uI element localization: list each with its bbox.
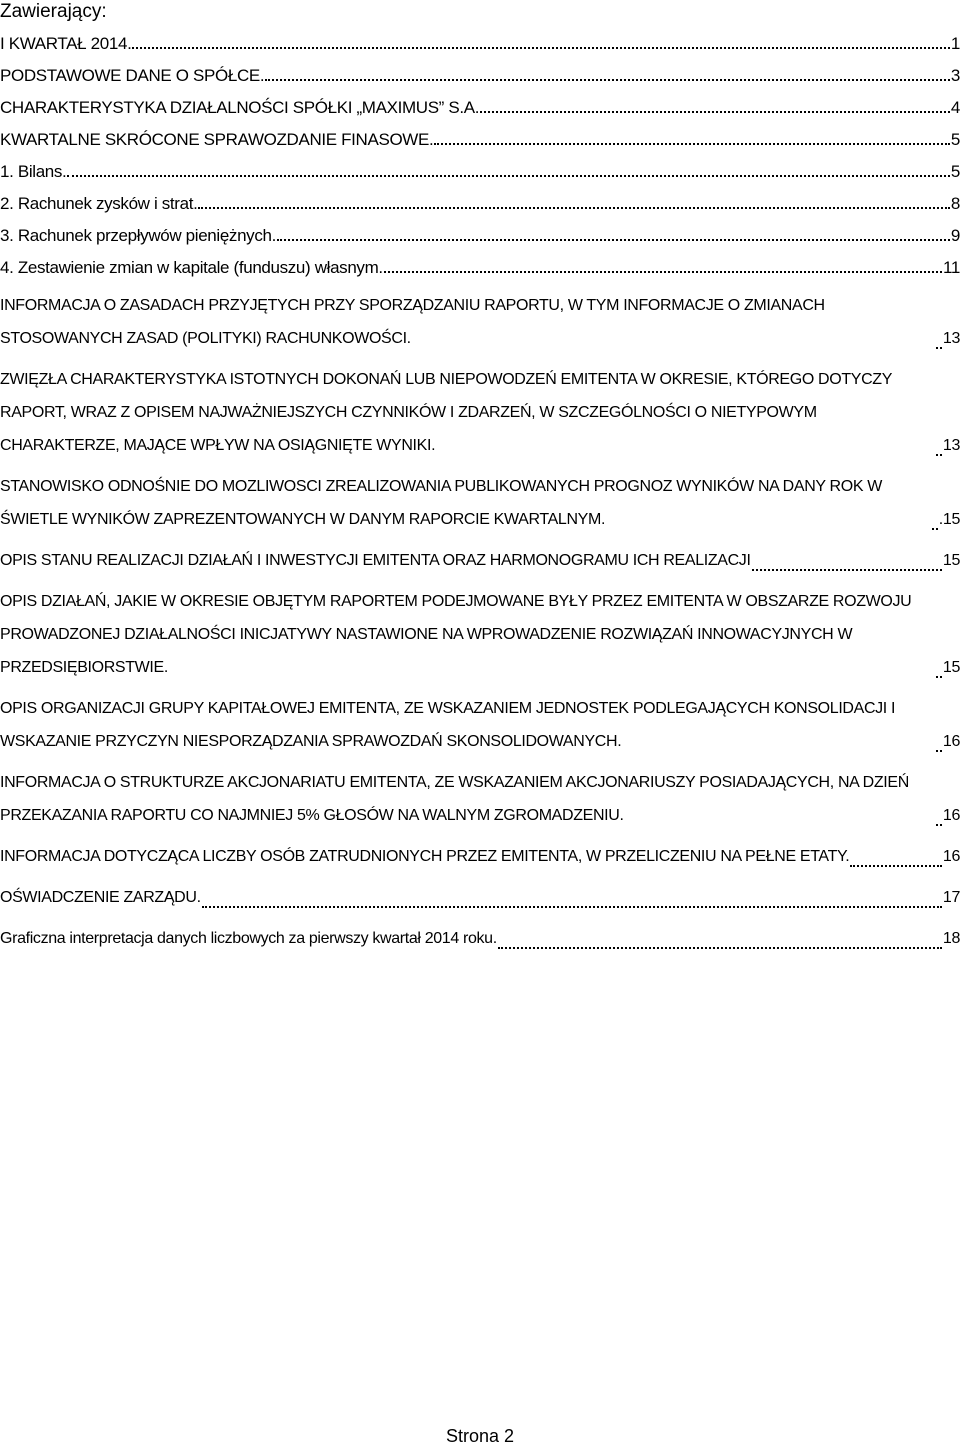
toc-entry[interactable] — [0, 363, 960, 462]
toc-entry[interactable] — [0, 881, 960, 914]
toc-entry-title: Graficzna interpretacja danych liczbowych za pierwszy kwartał 2014 roku. — [0, 930, 497, 947]
toc-entry-page: 5 — [950, 162, 960, 181]
toc-entry[interactable] — [0, 692, 960, 758]
toc-entry-page: 15 — [942, 659, 960, 676]
toc-entry[interactable] — [0, 97, 960, 119]
toc-entry-page: 16 — [942, 733, 960, 750]
dot-leader — [932, 528, 938, 530]
toc-entry[interactable] — [0, 225, 960, 247]
dot-leader — [132, 47, 949, 49]
toc-entry-page: 5 — [950, 130, 960, 149]
toc-entry[interactable] — [0, 129, 960, 151]
toc-entry[interactable] — [0, 161, 960, 183]
dot-leader — [480, 111, 950, 113]
toc-entry-page: 18 — [942, 930, 960, 947]
toc-entry[interactable] — [0, 257, 960, 279]
toc-entry[interactable] — [0, 193, 960, 215]
toc-entry-page: 13 — [942, 330, 960, 347]
toc-entry-page: 3 — [950, 66, 960, 85]
toc-heading: Zawierający: — [0, 1, 107, 22]
toc-entry-title: PODSTAWOWE DANE O SPÓŁCE. — [0, 66, 265, 85]
dot-leader — [936, 454, 942, 456]
toc-entry-page: 4 — [950, 98, 960, 117]
toc-entry-title: INFORMACJA O ZASADACH PRZYJĘTYCH PRZY SPORZĄDZANIU RAPORTU, W TYM INFORMACJE O ZMIANACH STOSOWANYCH ZASAD (POLITYKI) RACHUNKOWOŚCI. — [0, 297, 825, 347]
dot-leader — [265, 79, 950, 81]
toc-entry[interactable] — [0, 470, 960, 536]
toc-entry-page: 13 — [942, 437, 960, 454]
toc-entry-page: 15 — [942, 552, 960, 569]
toc-entry-title: ZWIĘZŁA CHARAKTERYSTYKA ISTOTNYCH DOKONAŃ LUB NIEPOWODZEŃ EMITENTA W OKRESIE, KTÓREGO DOTYCZY RAPORT, WRAZ Z OPISEM NAJWAŻNIEJSZYCH CZYNNIKÓW I ZDARZEŃ, W SZCZEGÓLNOŚCI O NIETYPOWYM CHARAKTERZE, MAJĄCE WPŁYW NA OSIĄGNIĘTE WYNIKI. — [0, 371, 892, 454]
toc-entry[interactable] — [0, 766, 960, 832]
toc-entry-title: 1. Bilans. — [0, 162, 67, 181]
toc-entry[interactable] — [0, 585, 960, 684]
toc-entry[interactable] — [0, 33, 960, 55]
dot-leader — [936, 750, 942, 752]
dot-leader — [202, 906, 942, 908]
dot-leader — [936, 347, 942, 349]
dot-leader — [277, 239, 950, 241]
dot-leader — [936, 824, 942, 826]
table-of-contents — [0, 33, 960, 963]
toc-entry-title: 3. Rachunek przepływów pieniężnych. — [0, 226, 276, 245]
toc-entry-title: OPIS STANU REALIZACJI DZIAŁAŃ I INWESTYCJI EMITENTA ORAZ HARMONOGRAMU ICH REALIZACJI — [0, 552, 751, 569]
page-footer: Strona 2 — [445, 1426, 515, 1446]
dot-leader — [936, 676, 942, 678]
toc-entry-title: INFORMACJA O STRUKTURZE AKCJONARIATU EMITENTA, ZE WSKAZANIEM AKCJONARIUSZY POSIADAJĄCYCH, NA DZIEŃ PRZEKAZANIA RAPORTU CO NAJMNIEJ 5% GŁOSÓW NA WALNYM ZGROMADZENIU. — [0, 774, 909, 824]
toc-entry-title: OŚWIADCZENIE ZARZĄDU. — [0, 889, 201, 906]
dot-leader — [752, 569, 942, 571]
toc-entry[interactable] — [0, 65, 960, 87]
toc-entry-title: KWARTALNE SKRÓCONE SPRAWOZDANIE FINASOWE. — [0, 130, 434, 149]
toc-entry-title: 2. Rachunek zysków i strat. — [0, 194, 198, 213]
toc-entry[interactable] — [0, 289, 960, 355]
toc-entry-title: OPIS ORGANIZACJI GRUPY KAPITAŁOWEJ EMITENTA, ZE WSKAZANIEM JEDNOSTEK PODLEGAJĄCYCH KONSOLIDACJI I WSKAZANIE PRZYCZYN NIESPORZĄDZANIA SPRAWOZDAŃ SKONSOLIDOWANYCH. — [0, 700, 896, 750]
dot-leader — [384, 271, 942, 273]
toc-entry-title: OPIS DZIAŁAŃ, JAKIE W OKRESIE OBJĘTYM RAPORTEM PODEJMOWANE BYŁY PRZEZ EMITENTA W OBSZARZE ROZWOJU PROWADZONEJ DZIAŁALNOŚCI INICJATYWY NASTAWIONE NA WPROWADZENIE ROZWIĄZAŃ INNOWACYJNYCH W PRZEDSIĘBIORSTWIE. — [0, 593, 912, 676]
dot-leader — [67, 175, 949, 177]
toc-entry[interactable] — [0, 544, 960, 577]
toc-entry-page: 11 — [943, 258, 960, 277]
dot-leader — [198, 207, 949, 209]
toc-entry-title: STANOWISKO ODNOŚNIE DO MOZLIWOSCI ZREALIZOWANIA PUBLIKOWANYCH PROGNOZ WYNIKÓW NA DANY ROK W ŚWIETLE WYNIKÓW ZAPREZENTOWANYCH W DANYM RAPORCIE KWARTALNYM. — [0, 478, 883, 528]
toc-entry-page: 9 — [950, 226, 960, 245]
toc-entry[interactable] — [0, 922, 960, 955]
toc-entry-page: .15 — [938, 511, 960, 528]
toc-entry-page: 16 — [942, 807, 960, 824]
dot-leader — [434, 143, 950, 145]
toc-entry-page: 1 — [950, 34, 960, 53]
dot-leader — [498, 947, 942, 949]
dot-leader — [850, 865, 942, 867]
toc-entry-title: 4. Zestawienie zmian w kapitale (funduszu) własnym. — [0, 258, 383, 277]
toc-entry-page: 16 — [942, 848, 960, 865]
toc-entry-page: 8 — [950, 194, 960, 213]
toc-entry-title: INFORMACJA DOTYCZĄCA LICZBY OSÓB ZATRUDNIONYCH PRZEZ EMITENTA, W PRZELICZENIU NA PEŁNE ETATY. — [0, 848, 850, 865]
toc-entry-title: CHARAKTERYSTYKA DZIAŁALNOŚCI SPÓŁKI „MAXIMUS” S.A. — [0, 98, 480, 117]
toc-entry-page: 17 — [942, 889, 960, 906]
toc-entry-title: I KWARTAŁ 2014. — [0, 34, 132, 53]
toc-entry[interactable] — [0, 840, 960, 873]
